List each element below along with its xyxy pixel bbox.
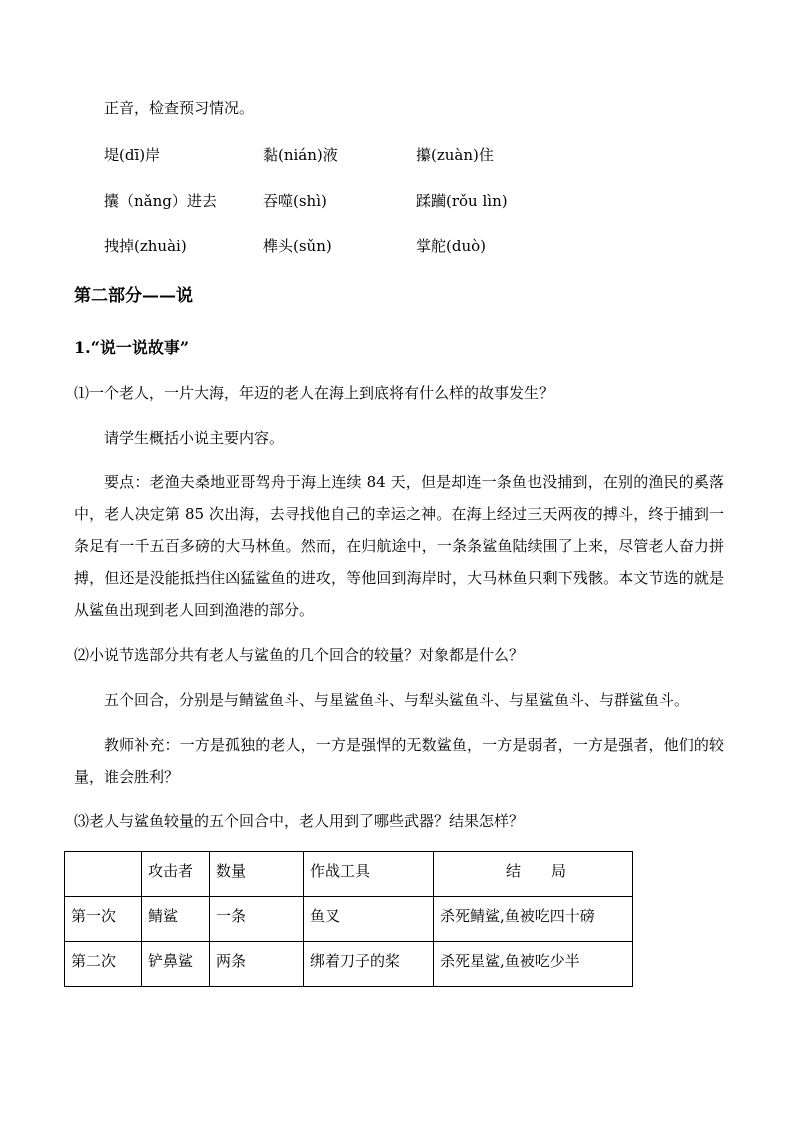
table-cell: 一条 — [210, 897, 304, 942]
table-header-cell — [65, 852, 142, 897]
question-2: ⑵小说节选部分共有老人与鲨鱼的几个回合的较量？对象都是什么？ — [74, 646, 525, 664]
table-cell: 鲭鲨 — [142, 897, 210, 942]
pinyin-item: 吞噬(shì) — [263, 192, 327, 210]
table-cell: 杀死鲭鲨,鱼被吃四十磅 — [434, 897, 633, 942]
pinyin-item: 攮（nǎng）进去 — [104, 192, 217, 210]
question-2-answer: 五个回合，分别是与鲭鲨鱼斗、与星鲨鱼斗、与犁头鲨鱼斗、与星鲨鱼斗、与群鲨鱼斗。 — [104, 691, 690, 709]
question-2-supplement: 教师补充：一方是孤独的老人，一方是强悍的无数鲨鱼，一方是弱者，一方是强者，他们的较量，谁会胜利？ — [74, 736, 724, 786]
pinyin-item: 拽掉(zhuài) — [104, 237, 187, 255]
table-header-row — [65, 852, 633, 897]
table-row — [65, 897, 633, 942]
table-header-cell: 攻击者 — [142, 852, 210, 897]
part2-title: 第二部分——说 — [74, 286, 193, 306]
pinyin-item: 蹂躏(rǒu lìn) — [416, 192, 508, 210]
question-3: ⑶老人与鲨鱼较量的五个回合中，老人用到了哪些武器？结果怎样？ — [74, 812, 525, 830]
table-cell: 第二次 — [65, 942, 142, 987]
table-header-cell: 作战工具 — [304, 852, 434, 897]
table-cell: 杀死星鲨,鱼被吃少半 — [434, 942, 633, 987]
pinyin-item: 堤(dī)岸 — [104, 146, 161, 164]
question-1-summary: 要点：老渔夫桑地亚哥驾舟于海上连续 84 天，但是却连一条鱼也没捕到，在别的渔民的奚落中，老人决定第 85 次出海，去寻找他自己的幸运之神。在海上经过三天两夜的搏斗，终于捕到一条足有一千五百多磅的大马林鱼。然而，在归航途中，一条条鲨鱼陆续围了上来，尽管老人奋力拼搏，但还是没能抵挡住凶猛鲨鱼的进攻，等他回到海岸时，大马林鱼只剩下残骸。本文节选的就是从鲨鱼出现到老人回到渔港的部分。 — [74, 473, 724, 619]
table-cell: 绑着刀子的桨 — [304, 942, 434, 987]
intro-line: 正音，检查预习情况。 — [104, 99, 255, 117]
table-cell: 铲鼻鲨 — [142, 942, 210, 987]
pinyin-item: 攥(zuàn)住 — [416, 146, 494, 164]
table-header-cell: 结 局 — [434, 852, 633, 897]
section1-title: 1.“说一说故事” — [74, 338, 190, 357]
question-1: ⑴一个老人，一片大海，年迈的老人在海上到底将有什么样的故事发生？ — [74, 384, 555, 402]
table-cell: 两条 — [210, 942, 304, 987]
table-cell: 第一次 — [65, 897, 142, 942]
pinyin-item: 黏(nián)液 — [263, 146, 338, 164]
table-cell: 鱼叉 — [304, 897, 434, 942]
results-table — [64, 851, 633, 987]
question-1-instruction: 请学生概括小说主要内容。 — [104, 429, 285, 447]
pinyin-item: 榫头(sǔn) — [263, 237, 332, 255]
table-row — [65, 942, 633, 987]
pinyin-item: 掌舵(duò) — [416, 237, 486, 255]
table-header-cell: 数量 — [210, 852, 304, 897]
